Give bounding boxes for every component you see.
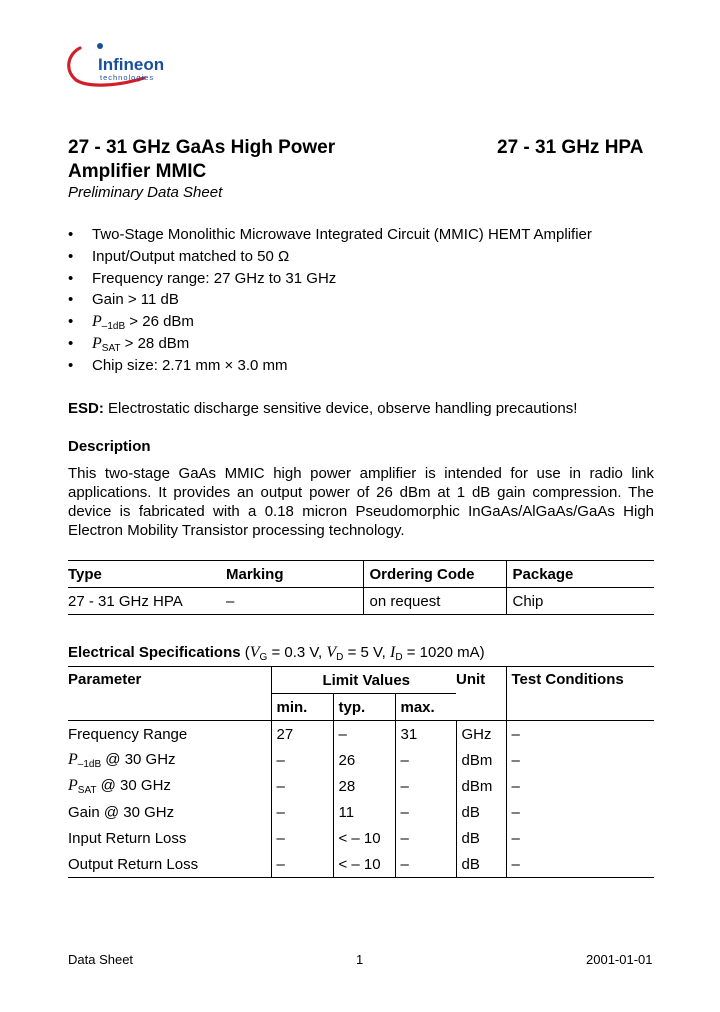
footer-page-number: 1 [356, 952, 364, 967]
table-header-row [68, 667, 654, 694]
logo-tagline: technologies [100, 73, 155, 82]
cell-unit: GHz [456, 721, 506, 748]
logo-wordmark: Infineon [98, 55, 165, 74]
bullet-icon: • [68, 226, 74, 243]
bullet-icon: • [68, 313, 74, 331]
feature-item: • Input/Output matched to 50 Ω [68, 246, 592, 268]
cell-parameter: $P_{SAT}$ @ 30 GHz [68, 776, 171, 796]
feature-item: • Chip size: 2.71 mm × 3.0 mm [68, 355, 592, 377]
bullet-icon: • [68, 291, 74, 309]
table-row [68, 799, 654, 825]
feature-item: • Two-Stage Monolithic Microwave Integrated Circuit (MMIC) HEMT Amplifier [68, 224, 592, 246]
specs-heading: Electrical Specifications ($V_G = 0.3$ V, $V_D = 5$ V, $I_D = 1020$ mA) [68, 644, 485, 663]
table-header-row [68, 561, 654, 588]
esd-text: Electrostatic discharge sensitive device, observe handling precautions! [103, 400, 578, 417]
document-title [68, 136, 335, 184]
cell-parameter: Gain @ 30 GHz [68, 803, 175, 821]
cell-typ: < – 10 [333, 851, 395, 878]
bullet-icon: • [68, 334, 74, 352]
feature-item: • $P_{SAT} > 28$ dBm [68, 334, 190, 354]
bullet-icon: • [68, 247, 74, 265]
cell-max: 31 [395, 721, 456, 748]
header-type: Type [68, 561, 226, 588]
header-package: Package [506, 561, 654, 588]
table-row [68, 825, 654, 851]
cell-parameter: Input Return Loss [68, 829, 187, 847]
description-text: This two-stage GaAs MMIC high power amplifier is intended for use in radio link applications. It provides an output power of 26 dBm at 1 dB gain compression. The device is fabricated with a 0.18 micron Pseudomorphic InGaAs/AlGaAs/GaAs High Electron Mobility Transistor processing technology. [68, 465, 654, 539]
header-ordering-code: Ordering Code [363, 561, 506, 588]
document-subtitle: Preliminary Data Sheet [68, 184, 223, 201]
cell-min: – [271, 851, 333, 878]
cell-min: 27 [271, 721, 333, 748]
header-unit: Unit [456, 667, 506, 721]
cell-conditions: – [506, 747, 654, 773]
cell-typ: 28 [333, 773, 395, 799]
cell-unit: dB [456, 799, 506, 825]
cell-typ: 26 [333, 747, 395, 773]
cell-parameter: Frequency Range [68, 725, 188, 743]
feature-item: • Frequency range: 27 GHz to 31 GHz [68, 268, 592, 290]
cell-min: – [271, 773, 333, 799]
feature-item: • $P_{-1dB} > 26$ dBm [68, 313, 194, 333]
description-heading: Description [68, 438, 151, 455]
product-short-title: 27 - 31 GHz HPA [497, 137, 644, 158]
cell-typ: – [333, 721, 395, 748]
header-max: max. [395, 694, 456, 721]
footer-date: 2001-01-01 [586, 952, 653, 967]
cell-ordering-code: on request [363, 588, 506, 615]
header-min: min. [271, 694, 333, 721]
feature-list [68, 224, 592, 377]
cell-type: 27 - 31 GHz HPA [68, 588, 226, 615]
cell-min: – [271, 799, 333, 825]
infineon-logo [66, 40, 178, 90]
cell-unit: dB [456, 851, 506, 878]
cell-max: – [395, 773, 456, 799]
feature-item: • Gain > 11 dB [68, 289, 592, 311]
title-line-2: Amplifier MMIC [68, 161, 207, 182]
cell-max: – [395, 747, 456, 773]
cell-parameter: $P_{-1dB}$ @ 30 GHz [68, 750, 176, 770]
cell-conditions: – [506, 851, 654, 878]
logo-dot [97, 43, 103, 49]
cell-max: – [395, 799, 456, 825]
title-line-1: 27 - 31 GHz GaAs High Power [68, 137, 336, 158]
header-test-conditions: Test Conditions [506, 667, 654, 721]
cell-conditions: – [506, 773, 654, 799]
header-marking: Marking [226, 561, 363, 588]
header-limit-values: Limit Values [271, 667, 456, 694]
header-typ: typ. [333, 694, 395, 721]
table-row [68, 851, 654, 878]
cell-package: Chip [506, 588, 654, 615]
cell-conditions: – [506, 799, 654, 825]
esd-label: ESD: [68, 400, 104, 417]
footer-doc-type: Data Sheet [68, 952, 134, 967]
cell-conditions: – [506, 825, 654, 851]
table-row [68, 721, 654, 748]
ordering-table [68, 560, 654, 615]
table-row [68, 588, 654, 615]
cell-marking: – [226, 588, 363, 615]
specs-table [68, 666, 654, 878]
header-parameter: Parameter [68, 667, 271, 721]
cell-unit: dBm [456, 747, 506, 773]
cell-conditions: – [506, 721, 654, 748]
table-row [68, 773, 654, 799]
cell-unit: dB [456, 825, 506, 851]
cell-min: – [271, 825, 333, 851]
esd-notice [68, 400, 577, 417]
cell-unit: dBm [456, 773, 506, 799]
bullet-icon: • [68, 269, 74, 287]
cell-typ: 11 [333, 799, 395, 825]
bullet-icon: • [68, 356, 74, 374]
cell-max: – [395, 851, 456, 878]
table-row [68, 747, 654, 773]
cell-parameter: Output Return Loss [68, 851, 271, 878]
cell-max: – [395, 825, 456, 851]
cell-min: – [271, 747, 333, 773]
cell-typ: < – 10 [333, 825, 395, 851]
